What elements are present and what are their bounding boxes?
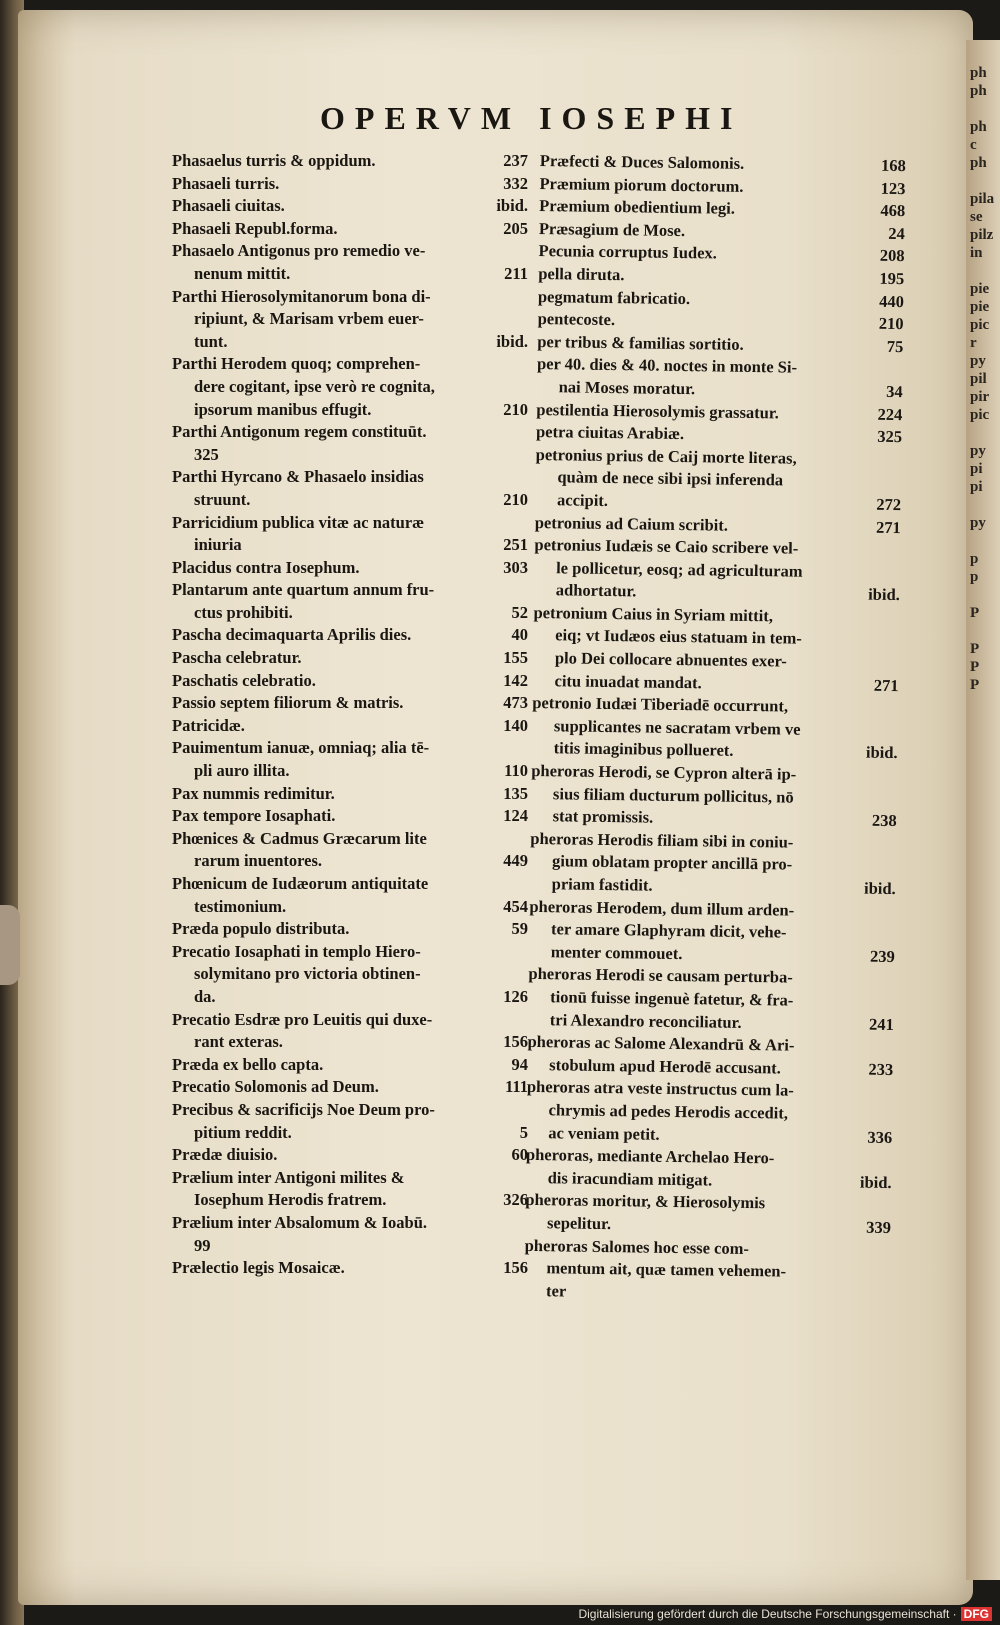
index-entry [532, 602, 903, 698]
entry-text-line: Prælium inter Absalomum & Ioabū. [172, 1212, 428, 1232]
index-entry [527, 1031, 898, 1081]
entry-page-number: 241 [868, 1014, 894, 1034]
index-entry [172, 873, 532, 918]
entry-text-line: ter [545, 1280, 567, 1301]
index-entry [525, 1189, 896, 1239]
entry-page-number: 208 [879, 246, 905, 266]
entry-page-number: 473 [503, 693, 528, 713]
entry-text-line: petronius Iudæis se Caio scribere vel- [534, 535, 799, 558]
entry-text-line: mentum ait, quæ tamen vehemen- [546, 1258, 787, 1281]
index-entry [528, 963, 899, 1036]
entry-page-number: 326 [503, 1190, 528, 1210]
entry-text-line: iniuria [194, 535, 242, 555]
entry-text-line: pheroras atra veste instructus cum la- [526, 1077, 794, 1100]
entry-text-line: Præda populo distributa. [172, 919, 350, 939]
entry-text-line: Prædæ diuisio. [172, 1145, 278, 1165]
entry-text-line: Præmium obedientium legi. [539, 196, 736, 218]
entry-text-line: Paschatis celebratio. [172, 670, 316, 690]
entry-page-number: ibid. [496, 331, 528, 351]
next-page-fragments: ph ph ph c ph pila se pilz in pie pie pic r py pil pir pic py pi pi py p p P P P P [970, 65, 995, 693]
entry-text-line: dere cogitant, ipse verò re cognita, [194, 376, 435, 396]
index-entry [172, 557, 532, 580]
entry-page-number: 205 [503, 218, 528, 238]
entry-text-line: Pecunia corruptus Iudex. [538, 241, 718, 263]
entry-page-number: 468 [880, 200, 906, 221]
entry-page-number: 52 [511, 602, 528, 622]
index-entry [172, 941, 532, 1009]
index-entry [535, 444, 906, 517]
index-entry [172, 624, 532, 647]
entry-text-line: stobulum apud Herodē accusant. [549, 1054, 781, 1078]
entry-text-line: plo Dei collocare abnuentes exer- [554, 648, 787, 671]
digitization-footer [578, 1607, 992, 1621]
entry-page-number: 233 [868, 1059, 894, 1079]
entry-text-line: nenum mittit. [194, 263, 291, 283]
entry-page-number: 135 [503, 783, 528, 803]
entry-text-line: Parthi Hyrcano & Phasaelo insidias [172, 467, 424, 487]
running-header: OPERVM IOSEPHI [320, 100, 743, 136]
entry-text-line: Precibus & sacrificijs Noe Deum pro- [172, 1099, 435, 1119]
entry-page-number: 272 [876, 494, 902, 514]
index-column-right [524, 150, 910, 1307]
entry-text-line: ripiunt, & Marisam vrbem euer- [194, 309, 424, 329]
index-entry [172, 1009, 532, 1054]
entry-page-number: 440 [879, 291, 905, 311]
entry-page-number: ibid. [496, 196, 528, 216]
entry-text-line: tionū fuisse ingenuè fatetur, & fra- [550, 987, 794, 1010]
entry-page-number: 210 [503, 489, 528, 509]
entry-text-line: sius filiam ducturum pollicitus, nō [552, 783, 794, 807]
entry-text-line: Phasaelus turris & oppidum. [172, 151, 376, 170]
entry-text-line: Prælectio legis Mosaicæ. [172, 1258, 345, 1278]
index-entry [525, 1144, 896, 1194]
entry-text-line: Pascha decimaquarta Aprilis dies. [172, 625, 412, 645]
entry-page-number: 34 [886, 381, 903, 402]
entry-text-line: tunt. [194, 331, 228, 351]
entry-page-number: 325 [877, 426, 903, 447]
entry-page-number: 332 [503, 173, 528, 193]
entry-page-number: 75 [886, 336, 904, 356]
entry-page-number: 271 [875, 517, 901, 537]
entry-text-line: adhortatur. [555, 580, 637, 601]
entry-text-line: Phasaelo Antigonus pro remedio ve- [172, 241, 426, 261]
entry-page-number: 110 [504, 761, 528, 781]
entry-text-line: Prælium inter Antigoni milites & [172, 1167, 405, 1187]
entry-text-line: accipit. [556, 490, 609, 510]
entry-text-line: Precatio Iosaphati in templo Hiero- [172, 941, 421, 961]
dfg-logo: DFG [961, 1607, 992, 1621]
entry-text-line: Parthi Antigonum regem constituūt. [172, 422, 427, 442]
entry-text-line: titis imaginibus pollueret. [553, 738, 734, 761]
index-entry [172, 1144, 532, 1167]
entry-page-number: 126 [503, 986, 528, 1006]
entry-text-line: pheroras, mediante Archelao Hero- [525, 1145, 775, 1168]
entry-text-line: Phasaeli turris. [172, 173, 280, 193]
entry-text-line: rarum inuentores. [194, 851, 323, 871]
entry-text-line: rant exteras. [194, 1032, 283, 1052]
index-entry [172, 466, 532, 511]
entry-page-number: 449 [503, 851, 528, 871]
entry-text-line: citu inuadat mandat. [554, 670, 702, 692]
page-tab-marker [0, 905, 20, 985]
entry-page-number: 251 [503, 535, 528, 555]
entry-page-number: 5 [519, 1122, 528, 1142]
entry-text-line: Phasaeli Republ.forma. [172, 218, 338, 238]
entry-text-line: per tribus & familias sortitio. [537, 331, 744, 354]
entry-text-line: nai Moses moratur. [558, 377, 696, 399]
entry-page-number: 336 [867, 1127, 893, 1147]
entry-page-number: 155 [503, 648, 528, 668]
entry-page-number: 124 [503, 806, 528, 826]
index-entry [172, 1167, 532, 1212]
index-entry [172, 737, 532, 782]
index-entry [172, 918, 532, 941]
index-entry [172, 286, 532, 354]
entry-page-number: 140 [503, 715, 528, 735]
entry-text-line: pheroras Salomes hoc esse com- [524, 1235, 750, 1258]
index-entry [172, 421, 532, 466]
entry-page-number: 142 [503, 670, 528, 690]
entry-text-line: pheroras Herodi, se Cypron alterā ip- [531, 760, 797, 784]
index-entry [172, 195, 532, 218]
index-entry [172, 715, 532, 738]
entry-page-number: 24 [888, 223, 906, 243]
entry-text-line: pegmatum fabricatio. [537, 286, 691, 308]
entry-text-line: gium oblatam propter ancillā pro- [551, 851, 793, 874]
entry-text-line: dis iracundiam mitigat. [547, 1167, 713, 1190]
index-entry [172, 1212, 532, 1257]
entry-text-line: testimonium. [194, 896, 287, 916]
index-entry [530, 828, 901, 901]
entry-page-number: 339 [866, 1217, 892, 1237]
entry-text-line: petronius prius de Caij morte literas, [535, 444, 797, 468]
index-entry [172, 173, 532, 196]
entry-text-line: ctus prohibiti. [194, 602, 293, 622]
entry-page-number: 59 [511, 919, 528, 939]
index-entry [537, 353, 908, 403]
entry-page-number: 156 [503, 1258, 528, 1278]
index-entry [172, 805, 532, 828]
footer-text: Digitalisierung gefördert durch die Deutsche Forschungsgemeinschaft · [578, 1607, 957, 1621]
entry-text-line: Phœnicum de Iudæorum antiquitate [172, 874, 429, 893]
entry-page-number: 195 [879, 268, 905, 289]
entry-page-number: 211 [504, 263, 528, 283]
entry-text-line: Plantarum ante quartum annum fru- [172, 580, 435, 600]
entry-text-line: Pax tempore Iosaphati. [172, 806, 336, 826]
index-entry [172, 692, 532, 715]
entry-text-line: Phœnices & Cadmus Græcarum lite [172, 828, 427, 848]
entry-text-line: eiq; vt Iudæos eius statuam in tem- [555, 625, 802, 649]
entry-text-line: pheroras Herodi se causam perturba- [528, 964, 793, 987]
entry-text-line: Præfecti & Duces Salomonis. [539, 150, 745, 173]
entry-page-number: 123 [880, 178, 906, 198]
entry-page-number: 271 [873, 675, 899, 695]
entry-text-line: Patricidæ. [172, 715, 245, 735]
entry-page-number: 210 [878, 313, 904, 334]
entry-page-number: ibid. [863, 878, 896, 899]
entry-text-line: Pax nummis redimitur. [172, 783, 335, 803]
index-entry [531, 760, 902, 833]
entry-text-line: Parthi Hierosolymitanorum bona di- [172, 286, 431, 306]
entry-text-line: 99 [194, 1235, 211, 1255]
entry-text-line: Pauimentum ianuæ, omniaq; alia tē- [172, 738, 430, 758]
entry-text-line: Phasaeli ciuitas. [172, 196, 285, 216]
index-entry [172, 1076, 532, 1099]
entry-text-line: menter commouet. [550, 942, 683, 963]
index-entry [172, 828, 532, 873]
index-entry [172, 353, 532, 421]
entry-text-line: pentecoste. [537, 309, 616, 330]
entry-text-line: Placidus contra Iosephum. [172, 557, 360, 577]
entry-text-line: Præsagium de Mose. [538, 218, 686, 240]
entry-text-line: le pollicetur, eosq; ad agriculturam [556, 557, 803, 581]
entry-text-line: sepelitur. [546, 1213, 612, 1234]
index-column-left [172, 150, 532, 1280]
entry-page-number: 238 [871, 810, 897, 831]
index-entry [531, 692, 902, 765]
index-entry [172, 647, 532, 670]
entry-text-line: chrymis ad pedes Herodis accedit, [548, 1100, 789, 1123]
entry-text-line: Præmium piorum doctorum. [539, 173, 744, 196]
entry-text-line: Precatio Esdræ pro Leuitis qui duxe- [172, 1009, 433, 1029]
entry-text-line: pheroras Herodem, dum illum arden- [529, 896, 795, 920]
entry-text-line: Præda ex bello capta. [172, 1054, 324, 1074]
entry-page-number: 168 [880, 155, 906, 176]
entry-page-number: 237 [503, 151, 528, 170]
entry-text-line: ac veniam petit. [548, 1122, 660, 1144]
index-entry [172, 1054, 532, 1077]
entry-page-number: 303 [503, 557, 528, 577]
entry-text-line: pheroras Herodis filiam sibi in coniu- [530, 828, 794, 852]
entry-text-line: tri Alexandro reconciliatur. [549, 1009, 742, 1032]
entry-text-line: priam fastidit. [551, 874, 653, 895]
entry-page-number: 156 [503, 1032, 528, 1052]
entry-text-line: quàm de nece sibi ipsi inferenda [557, 467, 784, 490]
entry-text-line: pestilentia Hierosolymis grassatur. [536, 399, 779, 422]
entry-text-line: petronius ad Caium scribit. [534, 512, 729, 535]
entry-text-line: petronium Caius in Syriam mittit, [533, 602, 774, 626]
index-entry [172, 512, 532, 557]
index-entry [172, 218, 532, 241]
entry-page-number: 40 [511, 625, 528, 645]
entry-page-number: 224 [877, 404, 903, 424]
index-entry [172, 1099, 532, 1144]
entry-text-line: pheroras moritur, & Hierosolymis [525, 1190, 766, 1213]
entry-text-line: petra ciuitas Arabiæ. [535, 422, 685, 444]
index-entry [172, 579, 532, 624]
index-entry [172, 1257, 532, 1280]
entry-page-number: 111 [505, 1077, 528, 1097]
entry-text-line: pheroras ac Salome Alexandrū & Ari- [527, 1032, 795, 1055]
entry-text-line: Iosephum Herodis fratrem. [194, 1190, 387, 1210]
entry-text-line: supplicantes ne sacratam vrbem ve [553, 716, 801, 739]
entry-text-line: petronio Iudæi Tiberiadē occurrunt, [532, 693, 789, 716]
entry-text-line: pella diruta. [538, 263, 625, 285]
index-entry [172, 670, 532, 693]
entry-page-number: ibid. [859, 1172, 892, 1192]
entry-page-number: 94 [511, 1054, 528, 1074]
entry-page-number: 239 [869, 946, 895, 966]
entry-text-line: Pascha celebratur. [172, 648, 302, 668]
entry-text-line: da. [194, 986, 216, 1006]
entry-text-line: struunt. [194, 489, 251, 509]
entry-text-line: ter amare Glaphyram dicit, vehe- [550, 919, 787, 942]
entry-text-line: Parthi Herodem quoq; comprehen- [172, 354, 421, 374]
entry-text-line: per 40. dies & 40. noctes in monte Si- [536, 354, 798, 377]
entry-page-number: ibid. [868, 584, 900, 605]
entry-text-line: pli auro illita. [194, 761, 290, 781]
entry-text-line: pitium reddit. [194, 1122, 292, 1142]
entry-text-line: ipsorum manibus effugit. [194, 399, 372, 419]
entry-text-line: Passio septem filiorum & matris. [172, 693, 404, 713]
entry-page-number: 210 [503, 399, 528, 419]
index-entry [534, 534, 905, 607]
entry-page-number: ibid. [865, 743, 898, 763]
entry-page-number: 454 [503, 896, 528, 916]
index-entry [526, 1076, 897, 1149]
entry-text-line: stat promissis. [552, 806, 654, 827]
entry-text-line: Precatio Solomonis ad Deum. [172, 1077, 379, 1097]
next-page-edge [966, 40, 1000, 1580]
entry-text-line: solymitano pro victoria obtinen- [194, 964, 421, 984]
entry-text-line: Parricidium publica vitæ ac naturæ [172, 512, 425, 532]
index-entry [172, 783, 532, 806]
index-entry [524, 1234, 895, 1307]
entry-text-line: 325 [194, 444, 219, 464]
index-entry [529, 896, 900, 969]
entry-page-number: 60 [511, 1145, 528, 1165]
index-entry [172, 240, 532, 285]
index-entry [172, 150, 532, 173]
